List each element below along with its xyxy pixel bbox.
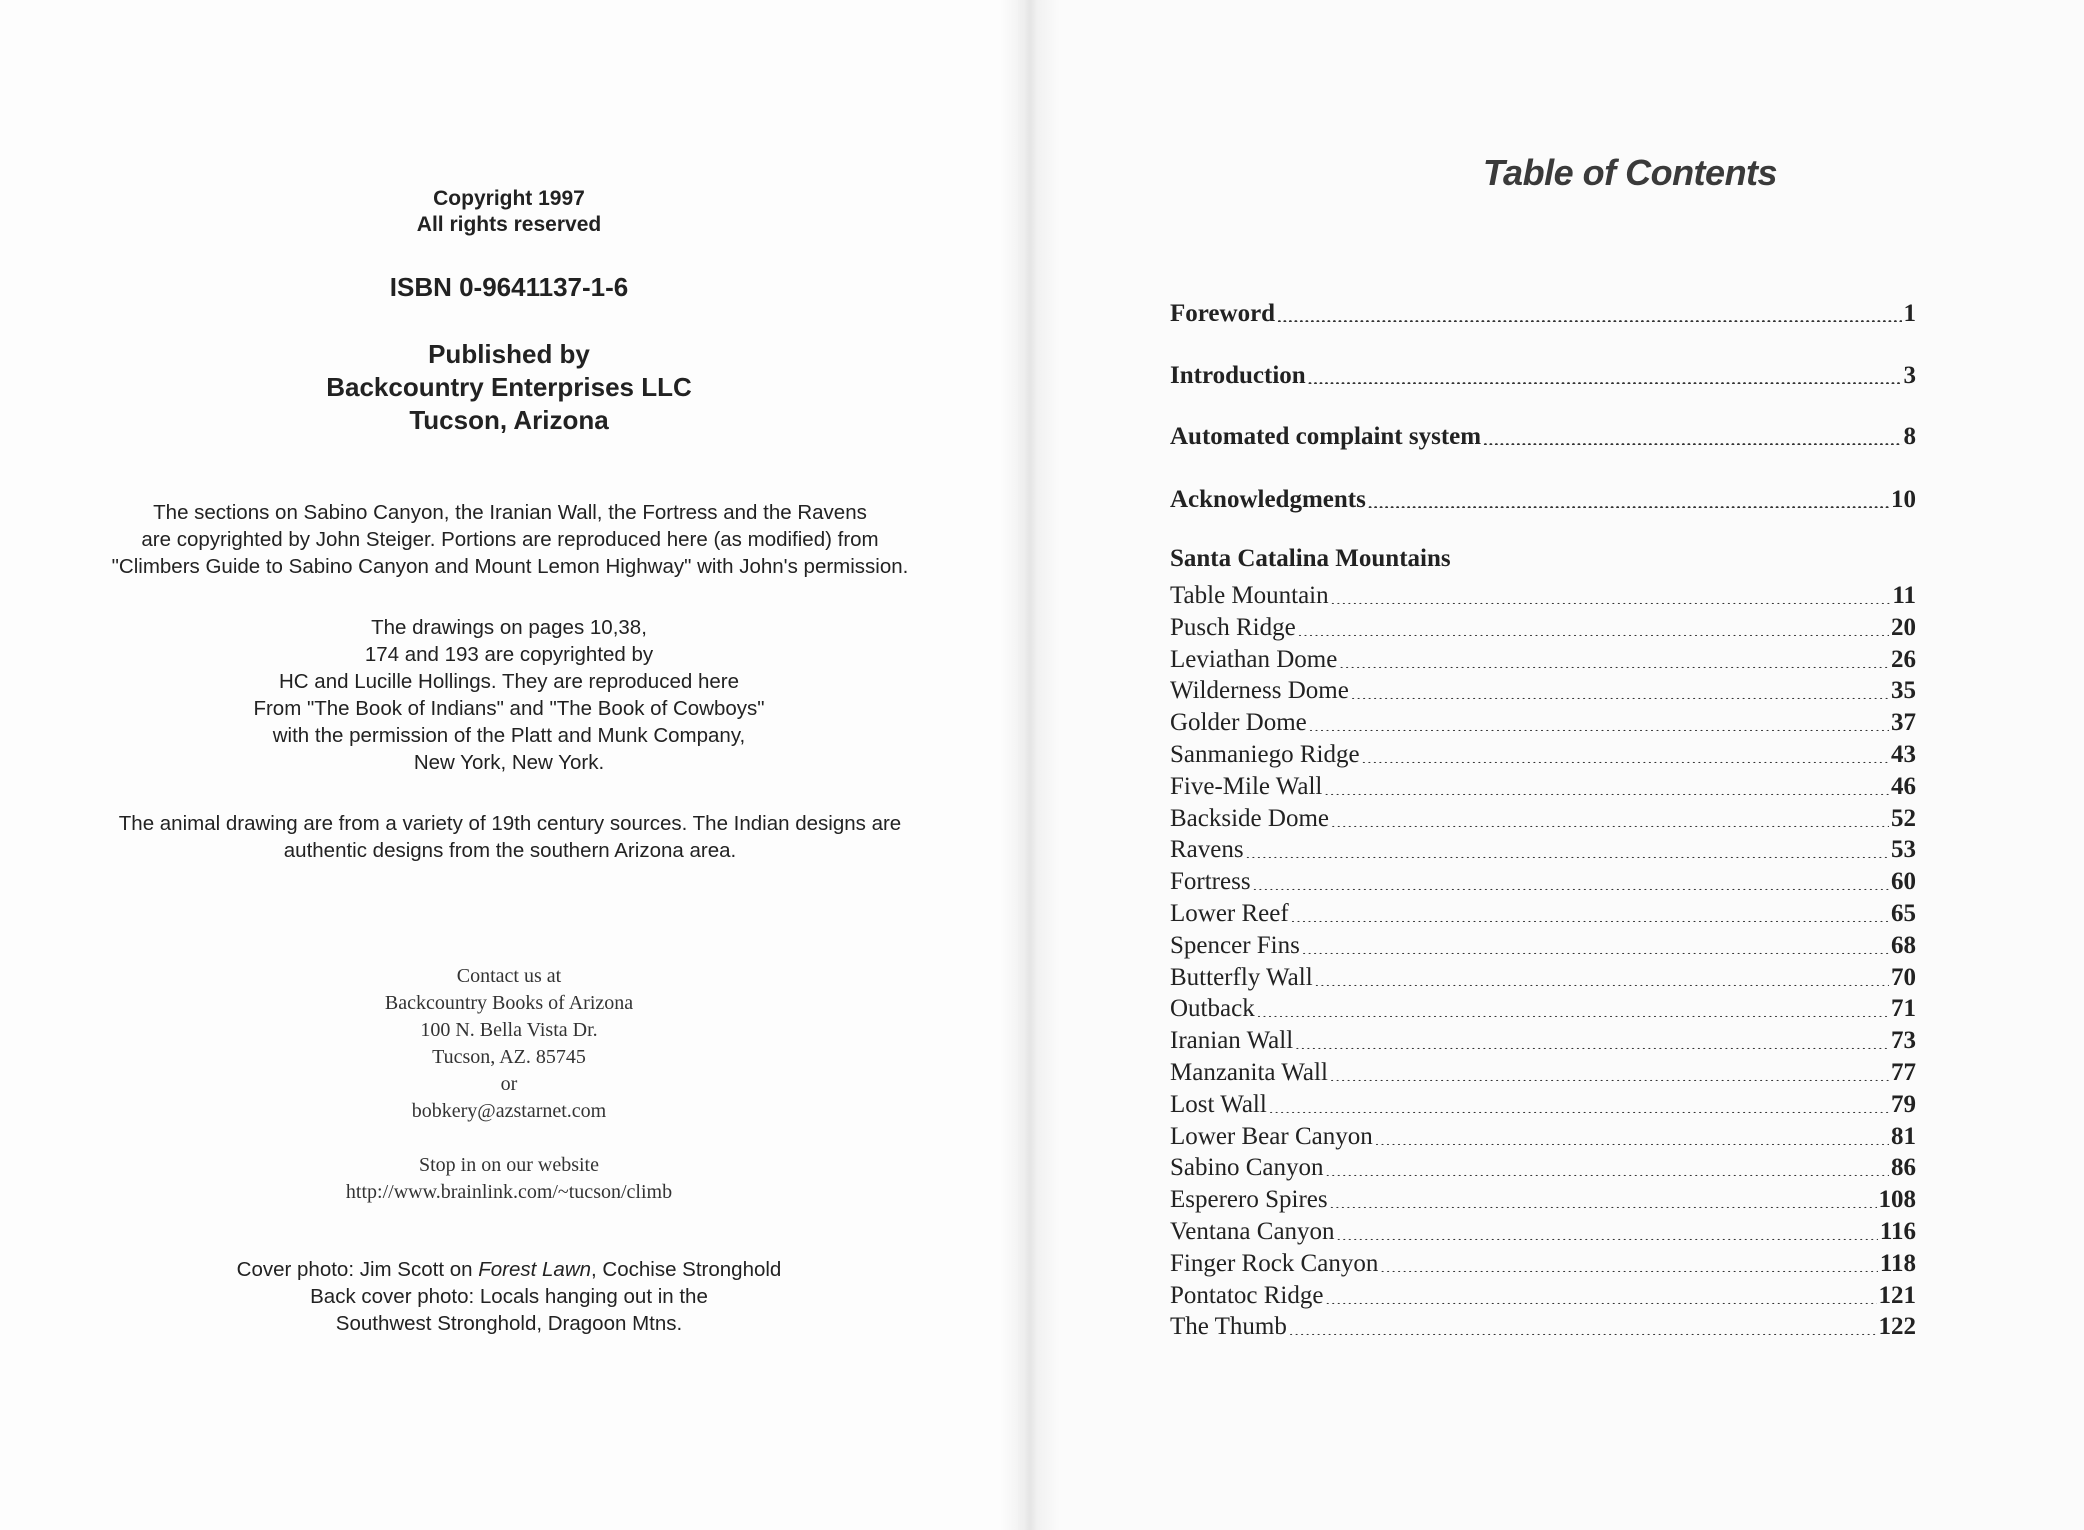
toc-leader-dots: [1277, 312, 1901, 322]
contact-block: [0, 963, 1018, 1206]
toc-entry[interactable]: [1170, 832, 1916, 864]
toc-leader-dots: [1368, 498, 1889, 508]
contact-line: 100 N. Bella Vista Dr.: [420, 1019, 598, 1041]
contact-line: or: [500, 1073, 518, 1095]
toc-entry[interactable]: [1170, 928, 1916, 960]
toc-entry-page: 68: [1891, 932, 1916, 959]
toc-entry-title: Wilderness Dome: [1170, 677, 1349, 704]
note-line: The drawings on pages 10,38,: [371, 616, 647, 639]
toc-entry-page: 121: [1878, 1282, 1916, 1309]
toc-entry[interactable]: [1170, 769, 1916, 801]
toc-entry-page: 10: [1891, 486, 1916, 513]
toc-leader-dots: [1325, 1294, 1876, 1304]
note-line: with the permission of the Platt and Munk Company,: [272, 724, 746, 747]
toc-entry[interactable]: [1170, 296, 1916, 328]
note-line: From "The Book of Indians" and "The Book of Cowboys": [253, 697, 765, 720]
cover-credit-prefix: Cover photo: Jim Scott on: [236, 1258, 479, 1281]
toc-entry[interactable]: [1170, 1309, 1916, 1341]
toc-entry-page: 35: [1891, 677, 1916, 704]
sections-copyright-note: [40, 499, 980, 580]
toc-entry[interactable]: [1170, 1150, 1916, 1182]
contact-line: Tucson, AZ. 85745: [432, 1046, 586, 1068]
copyright-line: Copyright 1997: [433, 187, 585, 210]
toc-entry-page: 65: [1891, 900, 1916, 927]
contact-email: bobkery@azstarnet.com: [411, 1100, 607, 1122]
toc-title: Table of Contents: [1482, 152, 1778, 193]
toc-entry-title: Lower Bear Canyon: [1170, 1123, 1373, 1150]
toc-entry-page: 26: [1891, 646, 1916, 673]
toc-entry[interactable]: [1170, 737, 1916, 769]
toc-leader-dots: [1325, 1166, 1889, 1176]
cover-photo-credits: [0, 1256, 1018, 1337]
contact-line: Contact us at: [456, 965, 562, 987]
back-cover-credit-line: Southwest Stronghold, Dragoon Mtns.: [335, 1312, 683, 1335]
toc-leader-dots: [1253, 880, 1889, 890]
toc-entry[interactable]: [1170, 642, 1916, 674]
toc-entry-title: Lost Wall: [1170, 1091, 1267, 1118]
toc-leader-dots: [1308, 374, 1902, 384]
toc-entry[interactable]: [1170, 358, 1916, 390]
toc-entry-page: 20: [1891, 614, 1916, 641]
toc-entry-page: 77: [1891, 1059, 1916, 1086]
toc-entry-page: 116: [1879, 1218, 1916, 1245]
toc-entry-page: 52: [1891, 805, 1916, 832]
toc-leader-dots: [1362, 753, 1889, 763]
toc-entry-page: 70: [1891, 964, 1916, 991]
toc-entry-page: 86: [1891, 1154, 1916, 1181]
toc-leader-dots: [1302, 944, 1889, 954]
toc-entry-page: 73: [1891, 1027, 1916, 1054]
toc-entry-page: 37: [1891, 709, 1916, 736]
toc-entry-title: Introduction: [1170, 362, 1306, 389]
toc-entry-title: Iranian Wall: [1170, 1027, 1294, 1054]
toc-leader-dots: [1315, 976, 1889, 986]
toc-leader-dots: [1331, 817, 1889, 827]
toc-entry-title: Ventana Canyon: [1170, 1218, 1335, 1245]
toc-entry[interactable]: [1170, 960, 1916, 992]
toc-entry-title: Ravens: [1170, 836, 1244, 863]
toc-entry[interactable]: [1170, 1246, 1916, 1278]
toc-entry[interactable]: [1170, 578, 1916, 610]
toc-entry-page: 122: [1878, 1313, 1916, 1340]
toc-leader-dots: [1330, 1071, 1889, 1081]
toc-entry-title: Sanmaniego Ridge: [1170, 741, 1360, 768]
toc-entry[interactable]: [1170, 1278, 1916, 1310]
toc-entry-page: 46: [1891, 773, 1916, 800]
website-label: Stop in on our website: [419, 1154, 599, 1176]
rights-line: All rights reserved: [416, 213, 602, 236]
contact-line: Backcountry Books of Arizona: [384, 992, 634, 1014]
toc-entry-title: Spencer Fins: [1170, 932, 1300, 959]
toc-entry-title: The Thumb: [1170, 1313, 1287, 1340]
toc-entry-page: 8: [1903, 423, 1916, 450]
toc-leader-dots: [1257, 1007, 1889, 1017]
toc-entry[interactable]: [1170, 1023, 1916, 1055]
toc-leader-dots: [1324, 785, 1889, 795]
note-line: 174 and 193 are copyrighted by: [364, 643, 654, 666]
toc-entry-title: Table Mountain: [1170, 582, 1329, 609]
toc-entry-title: Foreword: [1170, 300, 1276, 327]
cover-credit-route: Forest Lawn: [478, 1258, 592, 1281]
toc-leader-dots: [1337, 1230, 1878, 1240]
toc-entry[interactable]: [1170, 1119, 1916, 1151]
toc-entry-page: 11: [1892, 582, 1916, 609]
toc-entry-page: 53: [1891, 836, 1916, 863]
toc-entry-page: 60: [1891, 868, 1916, 895]
left-page: [0, 0, 1018, 1530]
note-line: The sections on Sabino Canyon, the Iranian Wall, the Fortress and the Ravens: [153, 501, 867, 524]
website-url: http://www.brainlink.com/~tucson/climb: [345, 1181, 673, 1203]
toc-leader-dots: [1289, 1325, 1877, 1335]
toc-leader-dots: [1295, 1039, 1889, 1049]
toc-entry[interactable]: [1170, 864, 1916, 896]
spacer: [0, 1125, 1018, 1152]
book-gutter-shadow: [1000, 0, 1060, 1530]
toc-leader-dots: [1246, 848, 1889, 858]
note-line: "Climbers Guide to Sabino Canyon and Mount Lemon Highway" with John's permission.: [111, 555, 909, 578]
toc-entry[interactable]: [1170, 991, 1916, 1023]
toc-entry-page: 79: [1891, 1091, 1916, 1118]
toc-leader-dots: [1483, 435, 1901, 445]
toc-entry-page: 118: [1879, 1250, 1916, 1277]
toc-entry-page: 43: [1891, 741, 1916, 768]
toc-entry-page: 71: [1891, 995, 1916, 1022]
toc-entry-title: Esperero Spires: [1170, 1186, 1328, 1213]
note-line: HC and Lucille Hollings. They are reproduced here: [279, 670, 739, 693]
toc-leader-dots: [1375, 1135, 1889, 1145]
publisher-location: Tucson, Arizona: [409, 405, 609, 435]
toc-leader-dots: [1291, 912, 1889, 922]
toc-entry[interactable]: [1170, 801, 1916, 833]
toc-leader-dots: [1331, 594, 1891, 604]
toc-entry-title: Golder Dome: [1170, 709, 1307, 736]
toc-entry-title: Finger Rock Canyon: [1170, 1250, 1379, 1277]
toc-leader-dots: [1269, 1103, 1889, 1113]
toc-entry-title: Pusch Ridge: [1170, 614, 1296, 641]
toc-entry[interactable]: [1170, 705, 1916, 737]
note-line: The animal drawing are from a variety of 19th century sources. The Indian designs are: [118, 812, 902, 835]
toc-entry[interactable]: [1170, 1182, 1916, 1214]
toc-leader-dots: [1339, 658, 1889, 668]
toc-entry[interactable]: [1170, 673, 1916, 705]
toc-leader-dots: [1380, 1262, 1878, 1272]
toc-section-heading: Santa Catalina Mountains: [1170, 545, 1451, 572]
back-cover-credit-line: Back cover photo: Locals hanging out in the: [310, 1285, 708, 1308]
toc-entry[interactable]: [1170, 610, 1916, 642]
toc-leader-dots: [1309, 721, 1889, 731]
toc-entry-title: Butterfly Wall: [1170, 964, 1313, 991]
toc-leader-dots: [1330, 1198, 1877, 1208]
cover-credit-suffix: , Cochise Stronghold: [591, 1258, 782, 1281]
toc-entry-title: Automated complaint system: [1170, 423, 1482, 450]
cover-credit-line: [0, 1256, 1018, 1283]
toc-entry-title: Leviathan Dome: [1170, 646, 1338, 673]
toc-entry-title: Backside Dome: [1170, 805, 1329, 832]
note-line: are copyrighted by John Steiger. Portions are reproduced here (as modified) from: [141, 528, 879, 551]
toc-entry-page: 3: [1903, 362, 1916, 389]
toc-entry[interactable]: [1170, 482, 1916, 514]
toc-leader-dots: [1298, 626, 1889, 636]
animal-drawings-note: [40, 810, 980, 864]
copyright-notice: [0, 186, 1018, 238]
isbn: ISBN 0-9641137-1-6: [389, 272, 629, 302]
toc-entry-title: Acknowledgments: [1170, 486, 1366, 513]
toc-entry-page: 81: [1891, 1123, 1916, 1150]
publisher-block: [0, 338, 1018, 437]
toc-entry-title: Fortress: [1170, 868, 1251, 895]
toc-entry-page: 1: [1903, 300, 1916, 327]
published-by: Published by: [428, 339, 590, 369]
toc-entry[interactable]: [1170, 1087, 1916, 1119]
note-line: authentic designs from the southern Arizona area.: [283, 839, 737, 862]
toc-entry-title: Outback: [1170, 995, 1255, 1022]
toc-entry-title: Lower Reef: [1170, 900, 1289, 927]
drawings-copyright-note: [0, 614, 1018, 776]
toc-entry-title: Pontatoc Ridge: [1170, 1282, 1324, 1309]
toc-entry[interactable]: [1170, 419, 1916, 451]
toc-leader-dots: [1351, 689, 1889, 699]
toc-entry-page: 108: [1878, 1186, 1916, 1213]
toc-entry-title: Five-Mile Wall: [1170, 773, 1323, 800]
toc-entry-title: Manzanita Wall: [1170, 1059, 1328, 1086]
toc-entry[interactable]: [1170, 1055, 1916, 1087]
toc-entry-title: Sabino Canyon: [1170, 1154, 1324, 1181]
toc-entry[interactable]: [1170, 1214, 1916, 1246]
toc-entry[interactable]: [1170, 896, 1916, 928]
note-line: New York, New York.: [413, 751, 605, 774]
publisher-name: Backcountry Enterprises LLC: [326, 372, 692, 402]
